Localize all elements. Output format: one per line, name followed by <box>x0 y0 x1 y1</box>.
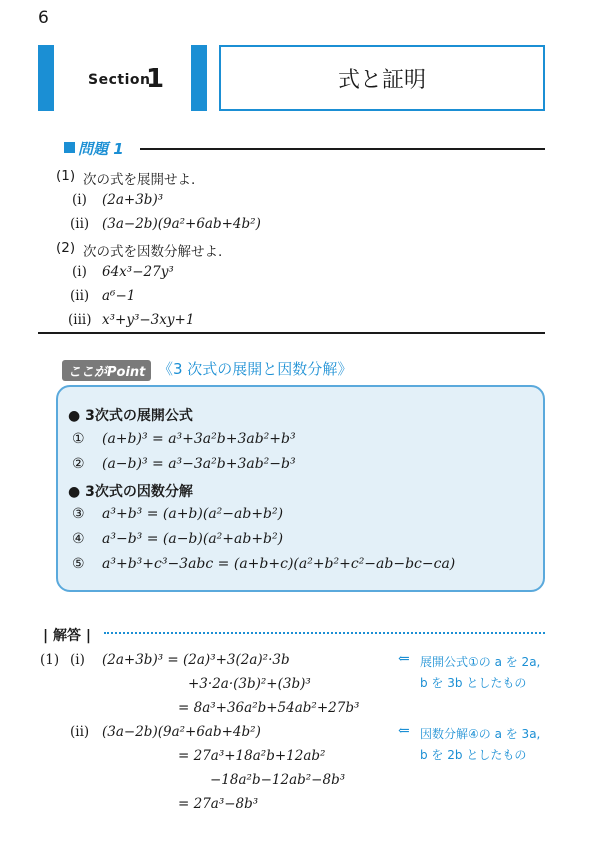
formula-text: a³+b³+c³−3abc = (a+b+c)(a²+b²+c²−ab−bc−ca) <box>102 556 456 572</box>
problem-item-num: (iii) <box>68 312 92 328</box>
formula-num: ③ <box>72 506 85 522</box>
problem-item-text: a⁶−1 <box>102 288 136 304</box>
problem-item-num: (ii) <box>70 288 90 304</box>
answer-line: = 27a³+18a²b+12ab² <box>178 748 326 764</box>
problem-item-num: (1) <box>56 168 76 184</box>
expand-heading: ● 3次式の展開公式 <box>68 408 193 424</box>
answer-line: = 8a³+36a²b+54ab²+27b³ <box>178 700 360 716</box>
answer-note: b を 3b としたもの <box>420 676 527 690</box>
section-bar-right <box>191 45 207 111</box>
problem-item-text: 64x³−27y³ <box>102 264 174 280</box>
answer-heading: | 解答 | <box>43 628 91 644</box>
problem-item-num: (i) <box>72 264 87 280</box>
problem-item-num: (i) <box>72 192 87 208</box>
arrow-left-icon: ⇐ <box>398 723 410 739</box>
formula-text: (a+b)³ = a³+3a²b+3ab²+b³ <box>102 431 296 447</box>
problem-item-num: (2) <box>56 240 76 256</box>
answer-note: b を 2b としたもの <box>420 748 527 762</box>
answer-line: = 27a³−8b³ <box>178 796 259 812</box>
section-bar-left <box>38 45 54 111</box>
factor-heading: ● 3次式の因数分解 <box>68 484 193 500</box>
answer-dotted-rule <box>104 632 545 634</box>
formula-num: ② <box>72 456 85 472</box>
answer-line: (3a−2b)(9a²+6ab+4b²) <box>102 724 261 740</box>
formula-num: ⑤ <box>72 556 85 572</box>
formula-text: (a−b)³ = a³−3a²b+3ab²−b³ <box>102 456 296 472</box>
answer-sub-label: (ii) <box>70 724 90 740</box>
problem-item-text: 次の式を因数分解せよ. <box>83 244 223 260</box>
answer-note: 展開公式①の a を 2a, <box>420 655 541 669</box>
answer-line: +3·2a·(3b)²+(3b)³ <box>188 676 311 692</box>
arrow-left-icon: ⇐ <box>398 651 410 667</box>
section-title: 式と証明 <box>219 45 545 111</box>
point-title: 《3 次式の展開と因数分解》 <box>158 360 353 378</box>
problem-bottom-rule <box>38 332 545 334</box>
problem-item-text: (3a−2b)(9a²+6ab+4b²) <box>102 216 261 232</box>
section-label: Section <box>88 72 151 88</box>
point-badge: ここがPoint <box>62 360 151 381</box>
answer-part-label: (1) <box>40 652 60 668</box>
answer-note: 因数分解④の a を 3a, <box>420 727 541 741</box>
formula-num: ④ <box>72 531 85 547</box>
answer-line: −18a²b−12ab²−8b³ <box>210 772 346 788</box>
formula-num: ① <box>72 431 85 447</box>
problem-item-num: (ii) <box>70 216 90 232</box>
answer-line: (2a+3b)³ = (2a)³+3(2a)²·3b <box>102 652 290 668</box>
page-number: 6 <box>38 8 49 28</box>
problem-item-text: (2a+3b)³ <box>102 192 164 208</box>
problem-square-icon <box>64 142 75 153</box>
problem-rule <box>140 148 545 150</box>
problem-heading: 問題 1 <box>78 140 124 158</box>
answer-sub-label: (i) <box>70 652 85 668</box>
problem-item-text: 次の式を展開せよ. <box>83 172 196 188</box>
formula-text: a³+b³ = (a+b)(a²−ab+b²) <box>102 506 284 522</box>
formula-text: a³−b³ = (a−b)(a²+ab+b²) <box>102 531 284 547</box>
problem-item-text: x³+y³−3xy+1 <box>102 312 195 328</box>
section-number: 1 <box>146 64 165 94</box>
